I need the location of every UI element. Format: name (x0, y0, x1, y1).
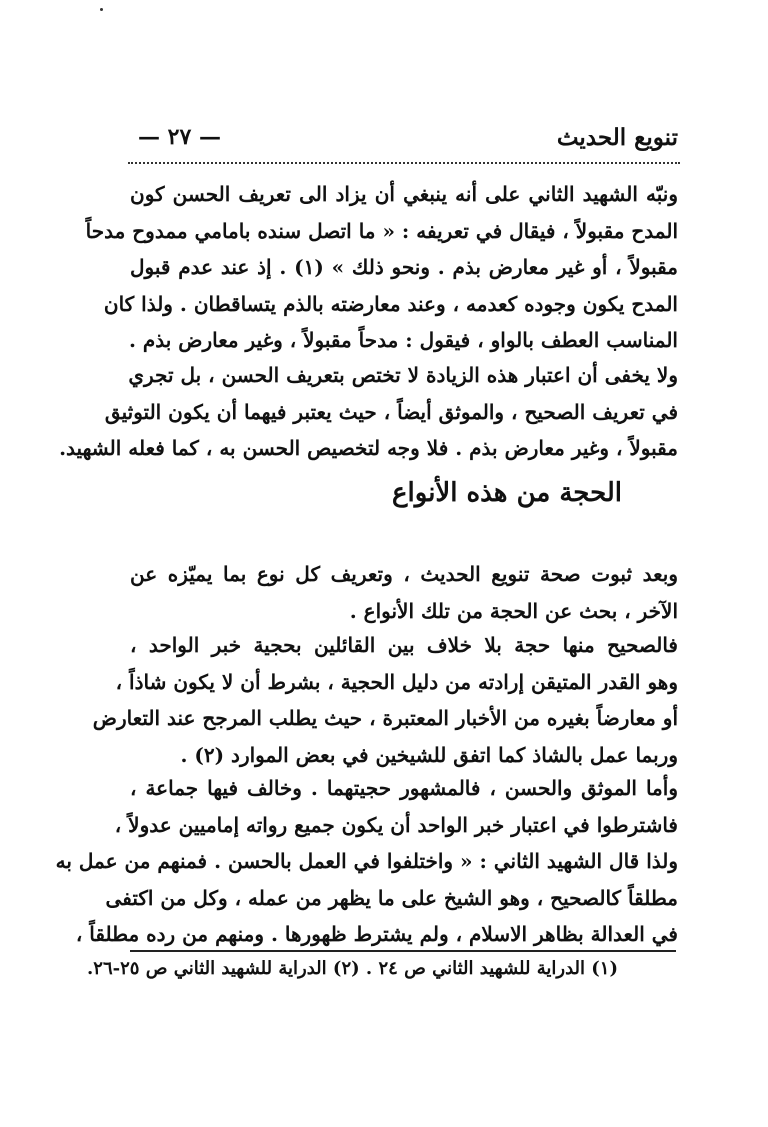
paragraph-4 (92, 627, 678, 773)
footnote: (١) الدراية للشهيد الثاني ص ٢٤ . (٢) الدراية للشهيد الثاني ص ٢٥-٢٦. (87, 958, 618, 979)
text-line: المدح يكون وجوده كعدمه ، وعند معارضته بالذم يتساقطان . ولذا كان (103, 291, 678, 316)
text-line: وأما الموثق والحسن ، فالمشهور حجيتهما . وخالف فيها جماعة ، (130, 776, 678, 800)
text-line: المدح مقبولاً ، فيقال في تعريفه : « ما اتصل سنده بامامي ممدوح مدحاً (85, 218, 678, 243)
page-header (138, 124, 678, 158)
text-line: مطلقاً كالصحيح ، وهو الشيخ على ما يظهر من عمله ، وكل من اكتفى (105, 885, 678, 910)
text-line: المناسب العطف بالواو ، فيقول : مدحاً مقبولاً ، وغير معارض بذم . (128, 328, 678, 352)
text-line: وبعد ثبوت صحة تنويع الحديث ، وتعريف كل نوع بما يميّزه عن (130, 562, 678, 586)
text-line: مقبولاً ، أو غير معارض بذم . ونحو ذلك » (١) . إذ عند عدم قبول (130, 255, 678, 279)
paragraph-5 (55, 770, 678, 953)
text-line: فالصحيح منها حجة بلا خلاف بين القائلين بحجية خبر الواحد ، (130, 633, 678, 657)
text-line: وربما عمل بالشاذ كما اتفق للشيخين في بعض الموارد (٢) . (180, 742, 678, 767)
text-line: ولذا قال الشهيد الثاني : « واختلفوا في العمل بالحسن . فمنهم من عمل به (55, 849, 678, 873)
paragraph-3 (130, 556, 678, 629)
text-line: في العدالة بظاهر الاسلام ، ولم يشترط ظهورها . ومنهم من رده مطلقاً ، (75, 922, 678, 946)
running-title: تنويع الحديث (556, 124, 678, 151)
text-line: فاشترطوا في اعتبار خبر الواحد أن يكون جميع رواته إماميين عدولاً ، (114, 812, 678, 837)
page-number: — ٢٧ — (138, 124, 221, 150)
text-line: في تعريف الصحيح ، والموثق أيضاً ، حيث يعتبر فيهما أن يكون التوثيق (104, 399, 678, 424)
section-heading: الحجة من هذه الأنواع (392, 478, 622, 508)
stray-ink-dot (100, 8, 103, 11)
text-line: مقبولاً ، وغير معارض بذم . فلا وجه لتخصيص الحسن به ، كما فعله الشهيد. (59, 436, 678, 460)
text-line: ولا يخفى أن اعتبار هذه الزيادة لا تختص بتعريف الحسن ، بل تجري (128, 363, 678, 387)
paragraph-2 (59, 357, 678, 467)
text-line: ونبّه الشهيد الثاني على أنه ينبغي أن يزاد الى تعريف الحسن كون (130, 182, 678, 206)
paragraph-1 (85, 176, 678, 359)
text-line: الآخر ، بحث عن الحجة من تلك الأنواع . (349, 598, 678, 623)
header-dotted-rule (128, 162, 680, 164)
text-line: وهو القدر المتيقن إرادته من دليل الحجية ، بشرط أن لا يكون شاذاً ، (115, 669, 678, 694)
footnote-rule (130, 950, 676, 952)
text-line: أو معارضاً بغيره من الأخبار المعتبرة ، حيث يطلب المرجح عند التعارض (92, 706, 678, 730)
